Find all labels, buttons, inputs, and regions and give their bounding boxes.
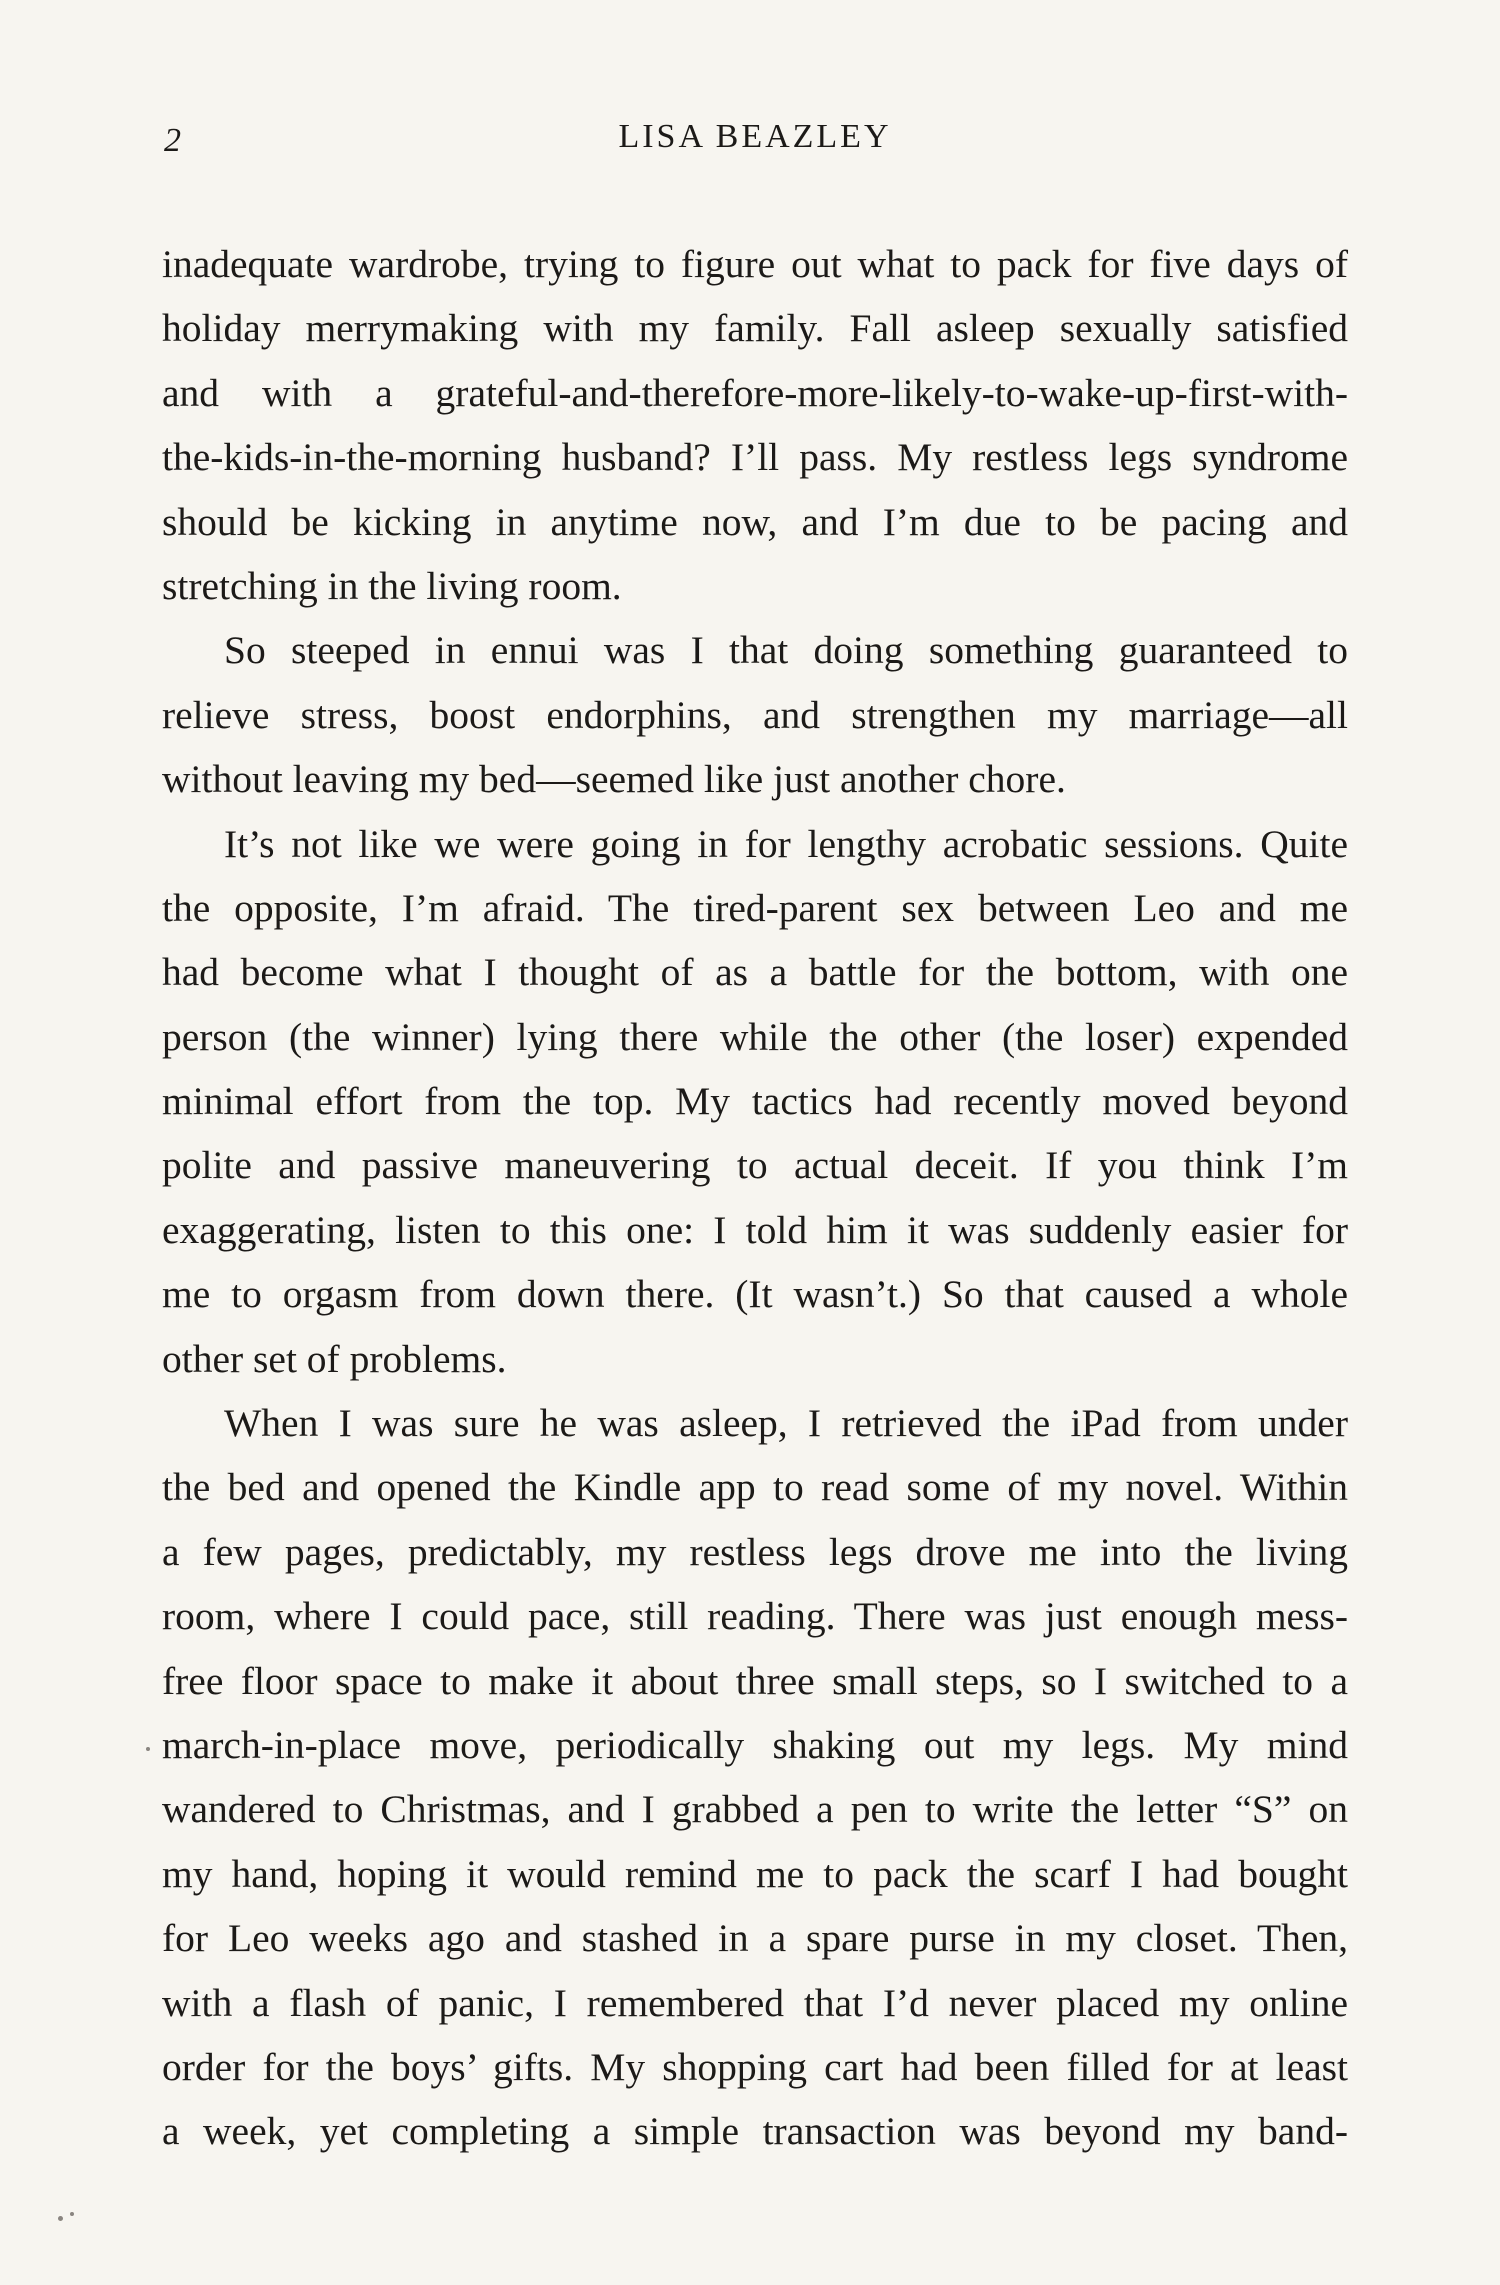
text-line: inadequate wardrobe, trying to figure out what to pack for five days of [162, 242, 1348, 286]
running-head [160, 118, 1350, 178]
text-line: When I was sure he was asleep, I retrieved the iPad from under [224, 1401, 1348, 1446]
text-line: other set of problems. [162, 1336, 507, 1381]
text-line: without leaving my bed—seemed like just another chore. [162, 757, 1066, 802]
text-line: had become what I thought of as a battle for the bottom, with one [162, 950, 1348, 995]
text-line: minimal effort from the top. My tactics had recently moved beyond [162, 1079, 1348, 1124]
text-line: the-kids-in-the-morning husband? I’ll pass. My restless legs syndrome [162, 435, 1348, 480]
body-text [162, 232, 1348, 2164]
text-line: free floor space to make it about three small steps, so I switched to a [162, 1658, 1348, 1703]
text-line: for Leo weeks ago and stashed in a spare purse in my closet. Then, [162, 1916, 1348, 1961]
text-line: a week, yet completing a simple transaction was beyond my band- [162, 2109, 1348, 2154]
text-line: and with a grateful-and-therefore-more-likely-to-wake-up-first-with- [162, 370, 1348, 415]
text-line: holiday merrymaking with my family. Fall asleep sexually satisfied [162, 306, 1348, 351]
scan-speck [146, 1747, 150, 1751]
text-line: march-in-place move, periodically shaking out my legs. My mind [162, 1722, 1348, 1767]
text-line: with a flash of panic, I remembered that I’d never placed my online [162, 1980, 1348, 2025]
text-line: room, where I could pace, still reading. There was just enough mess- [162, 1594, 1348, 1639]
text-line: exaggerating, listen to this one: I told him it was suddenly easier for [162, 1207, 1348, 1252]
running-head-title: LISA BEAZLEY [618, 118, 892, 155]
text-line: the bed and opened the Kindle app to read some of my novel. Within [162, 1465, 1348, 1510]
text-line: wandered to Christmas, and I grabbed a pen to write the letter “S” on [162, 1787, 1348, 1832]
text-line: polite and passive maneuvering to actual deceit. If you think I’m [162, 1143, 1348, 1188]
page-number: 2 [164, 122, 181, 159]
text-line: person (the winner) lying there while the other (the loser) expended [162, 1014, 1348, 1059]
text-line: me to orgasm from down there. (It wasn’t.) So that caused a whole [162, 1272, 1348, 1317]
text-line: It’s not like we were going in for lengthy acrobatic sessions. Quite [224, 821, 1348, 866]
scan-speck [70, 2212, 74, 2216]
text-line: relieve stress, boost endorphins, and strengthen my marriage—all [162, 692, 1348, 737]
text-line: my hand, hoping it would remind me to pack the scarf I had bought [162, 1851, 1348, 1896]
scan-speck [58, 2216, 63, 2221]
text-line: stretching in the living room. [162, 563, 622, 608]
text-line: So steeped in ennui was I that doing something guaranteed to [224, 628, 1348, 673]
text-line: a few pages, predictably, my restless legs drove me into the living [162, 1529, 1348, 1574]
text-line: order for the boys’ gifts. My shopping cart had been filled for at least [162, 2044, 1348, 2089]
text-line: the opposite, I’m afraid. The tired-parent sex between Leo and me [162, 885, 1348, 930]
text-line: should be kicking in anytime now, and I’m due to be pacing and [162, 499, 1348, 544]
